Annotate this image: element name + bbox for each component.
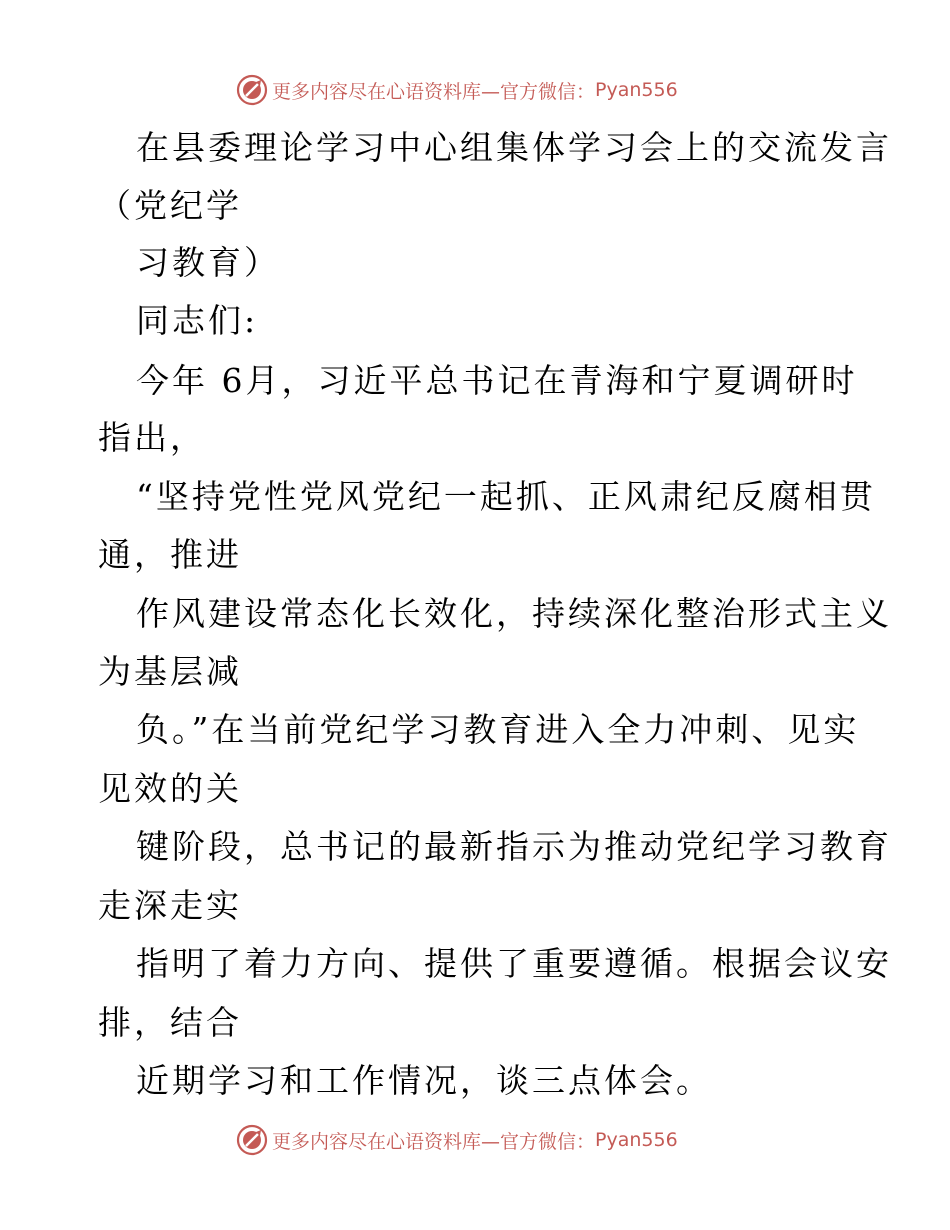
title-line-1: 在县委理论学习中心组集体学习会上的交流发言 <box>136 128 892 167</box>
title-line-2: （党纪学 <box>98 186 242 225</box>
paragraph-line: 键阶段，总书记的最新指示为推动党纪学习教育 <box>136 827 892 866</box>
watermark-text: 更多内容尽在心语资料库—官方微信： <box>272 1130 596 1153</box>
watermark-wechat-id: Pyan556 <box>595 1129 678 1151</box>
watermark-text: 更多内容尽在心语资料库—官方微信： <box>272 80 596 103</box>
paragraph-line: 近期学习和工作情况，谈三点体会。 <box>136 1061 712 1100</box>
paragraph-line: 见效的关 <box>98 769 242 808</box>
paragraph-line: 今年 6月，习近平总书记在青海和宁夏调研时 <box>136 361 858 400</box>
header-watermark <box>236 72 678 108</box>
paragraph-line: 负。”在当前党纪学习教育进入全力冲刺、见实 <box>136 710 860 749</box>
paragraph-line: 为基层减 <box>98 652 242 691</box>
paragraph-line: 通，推进 <box>98 535 242 574</box>
title-line-3: 习教育） <box>136 243 280 282</box>
paragraph-line: 指明了着力方向、提供了重要遵循。根据会议安 <box>136 944 892 983</box>
pen-nib-logo-icon <box>236 1124 268 1156</box>
paragraph-line: 作风建设常态化长效化，持续深化整治形式主义 <box>136 594 892 633</box>
footer-watermark <box>236 1122 678 1158</box>
pen-nib-logo-icon <box>236 74 268 106</box>
paragraph-line: 排，结合 <box>98 1003 242 1042</box>
paragraph-line: “坚持党性党风党纪一起抓、正风肃纪反腐相贯 <box>136 477 876 516</box>
salutation: 同志们: <box>136 301 259 340</box>
watermark-wechat-id: Pyan556 <box>595 79 678 101</box>
paragraph-line: 走深走实 <box>98 886 242 925</box>
paragraph-line: 指出， <box>98 418 206 457</box>
